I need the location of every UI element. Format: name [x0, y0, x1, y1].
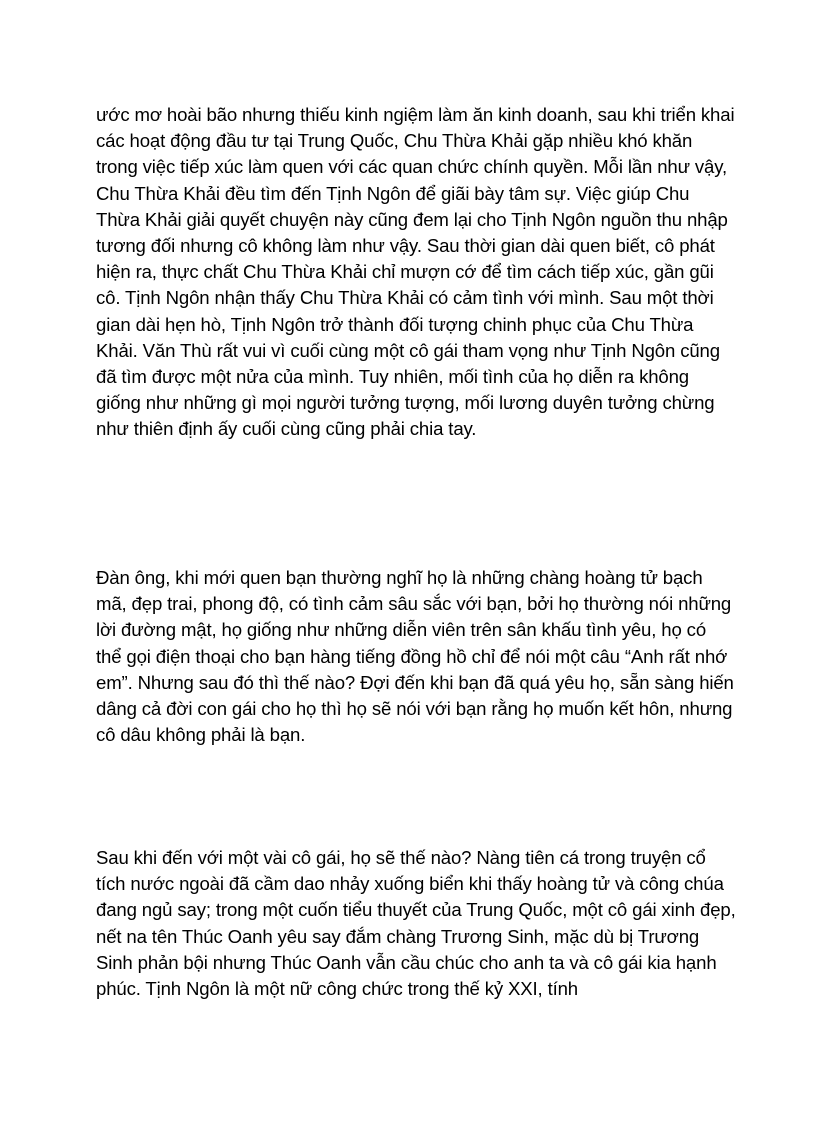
- body-paragraph-3: Sau khi đến với một vài cô gái, họ sẽ thế nào? Nàng tiên cá trong truyện cổ tích nước ngoài đã cầm dao nhảy xuống biển khi thấy hoàng tử và công chúa đang ngủ say; trong một cuốn tiểu thuyết của Trung Quốc, một cô gái xinh đẹp, nết na tên Thúc Oanh yêu say đắm chàng Trương Sinh, mặc dù bị Trương Sinh phản bội nhưng Thúc Oanh vẫn cầu chúc cho anh ta và cô gái kia hạnh phúc. Tịnh Ngôn là một nữ công chức trong thế kỷ XXI, tính: [96, 847, 736, 1000]
- body-paragraph-1: ước mơ hoài bão nhưng thiếu kinh ngiệm làm ăn kinh doanh, sau khi triển khai các hoạt động đầu tư tại Trung Quốc, Chu Thừa Khải gặp nhiều khó khăn trong việc tiếp xúc làm quen với các quan chức chính quyền. Mỗi lần như vậy, Chu Thừa Khải đều tìm đến Tịnh Ngôn để giãi bày tâm sự. Việc giúp Chu Thừa Khải giải quyết chuyện này cũng đem lại cho Tịnh Ngôn nguồn thu nhập tương đối nhưng cô không làm như vậy. Sau thời gian dài quen biết, cô phát hiện ra, thực chất Chu Thừa Khải chỉ mượn cớ để tìm cách tiếp xúc, gần gũi cô. Tịnh Ngôn nhận thấy Chu Thừa Khải có cảm tình với mình. Sau một thời gian dài hẹn hò, Tịnh Ngôn trở thành đối tượng chinh phục của Chu Thừa Khải. Văn Thù rất vui vì cuối cùng một cô gái tham vọng như Tịnh Ngôn cũng đã tìm được một nửa của mình. Tuy nhiên, mối tình của họ diễn ra không giống như những gì mọi người tưởng tượng, mối lương duyên tưởng chừng như thiên định ấy cuối cùng cũng phải chia tay.: [96, 104, 735, 440]
- body-paragraph-2: Đàn ông, khi mới quen bạn thường nghĩ họ là những chàng hoàng tử bạch mã, đẹp trai, phong độ, có tình cảm sâu sắc với bạn, bởi họ thường nói những lời đường mật, họ giống như những diễn viên trên sân khấu tình yêu, họ có thể gọi điện thoại cho bạn hàng tiếng đồng hồ chỉ để nói một câu “Anh rất nhớ em”. Nhưng sau đó thì thế nào? Đợi đến khi bạn đã quá yêu họ, sẵn sàng hiến dâng cả đời con gái cho họ thì họ sẽ nói với bạn rằng họ muốn kết hôn, nhưng cô dâu không phải là bạn.: [96, 567, 734, 746]
